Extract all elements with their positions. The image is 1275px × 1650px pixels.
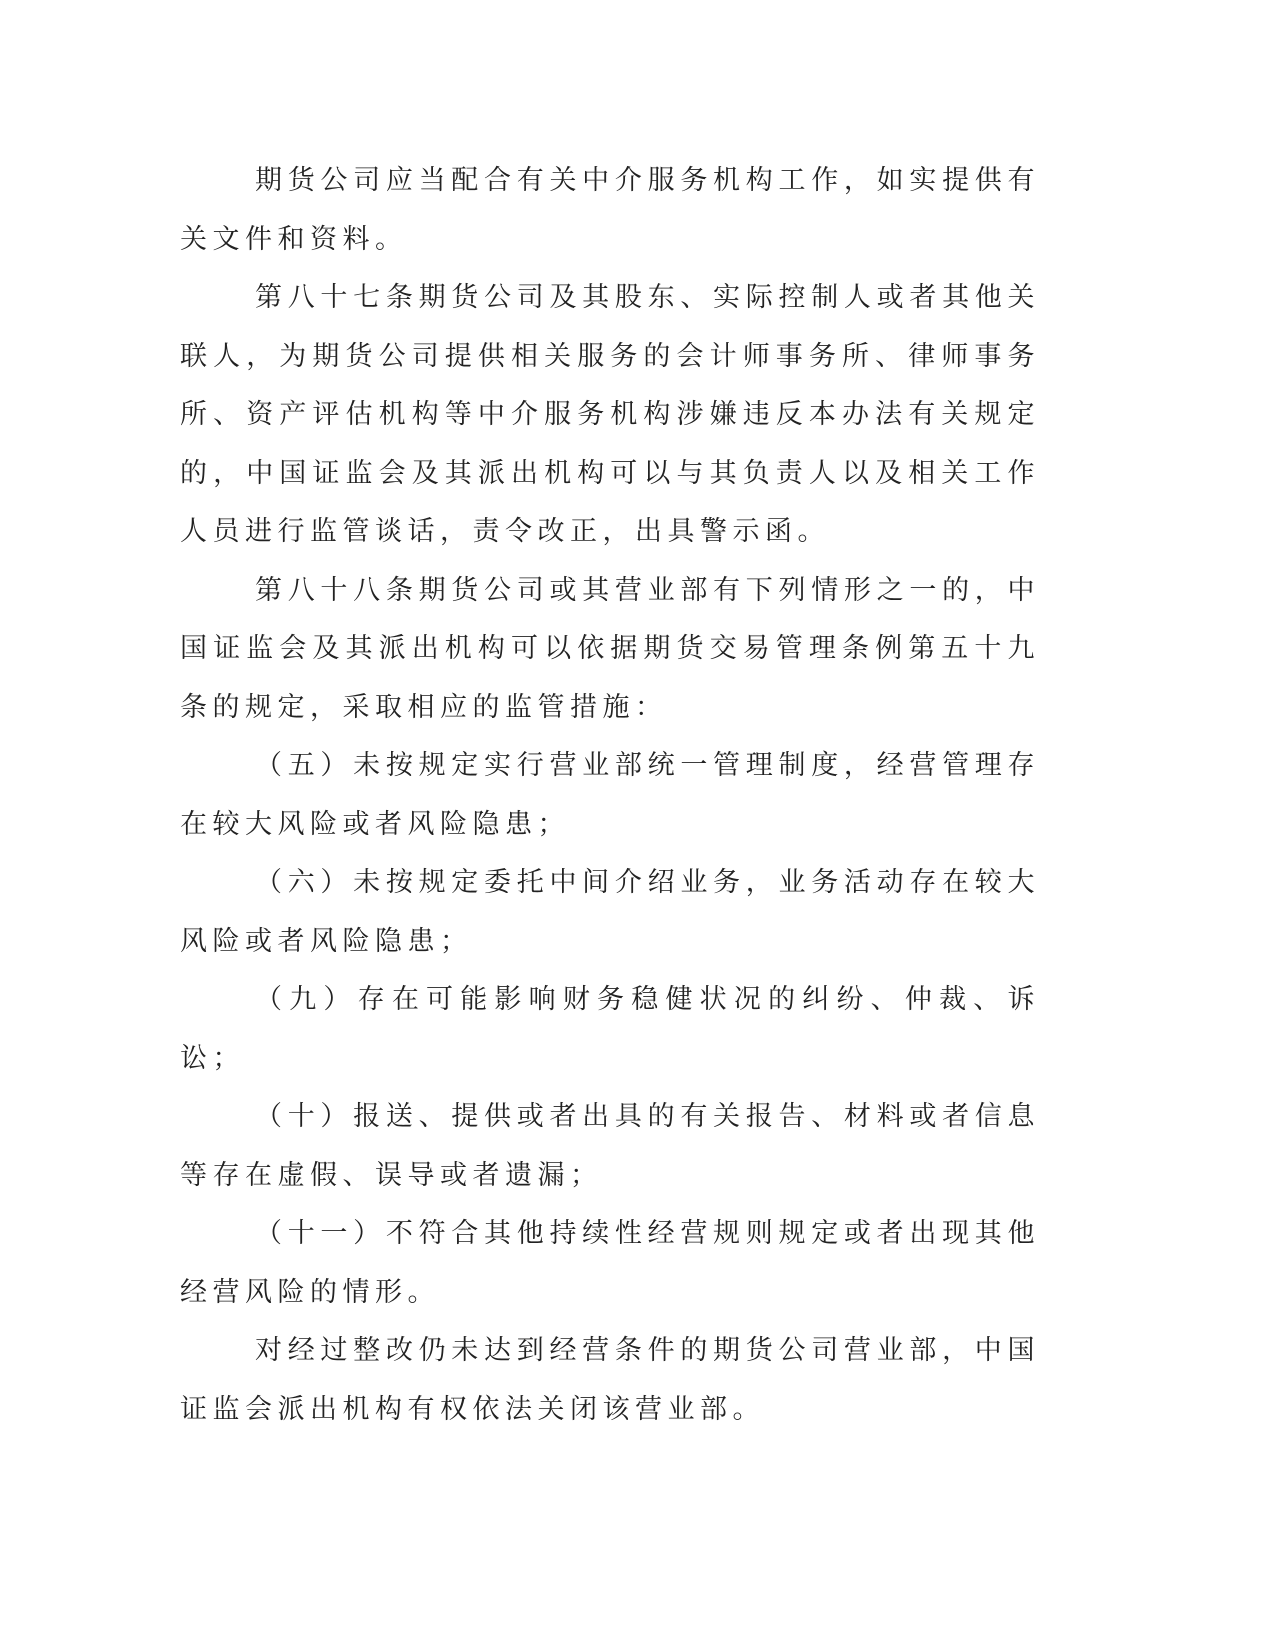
paragraph-cooperation: 期货公司应当配合有关中介服务机构工作，如实提供有关文件和资料。 (180, 165, 1040, 255)
list-item-10: （十）报送、提供或者出具的有关报告、材料或者信息等存在虚假、误导或者遗漏； (180, 1101, 1040, 1191)
list-item-9: （九）存在可能影响财务稳健状况的纠纷、仲裁、诉讼； (180, 984, 1040, 1074)
list-item-11: （十一）不符合其他持续性经营规则规定或者出现其他经营风险的情形。 (180, 1218, 1040, 1308)
paragraph-article-88: 第八十八条期货公司或其营业部有下列情形之一的，中国证监会及其派出机构可以依据期货交易管理条例第五十九条的规定，采取相应的监管措施： (180, 574, 1040, 723)
paragraph-closure: 对经过整改仍未达到经营条件的期货公司营业部，中国证监会派出机构有权依法关闭该营业部。 (180, 1335, 1040, 1425)
list-item-6: （六）未按规定委托中间介绍业务，业务活动存在较大风险或者风险隐患； (180, 867, 1040, 957)
document-body (180, 152, 1040, 1439)
list-item-5: （五）未按规定实行营业部统一管理制度，经营管理存在较大风险或者风险隐患； (180, 750, 1040, 840)
paragraph-article-87: 第八十七条期货公司及其股东、实际控制人或者其他关联人，为期货公司提供相关服务的会计师事务所、律师事务所、资产评估机构等中介服务机构涉嫌违反本办法有关规定的，中国证监会及其派出机构可以与其负责人以及相关工作人员进行监管谈话，责令改正，出具警示函。 (180, 282, 1040, 547)
